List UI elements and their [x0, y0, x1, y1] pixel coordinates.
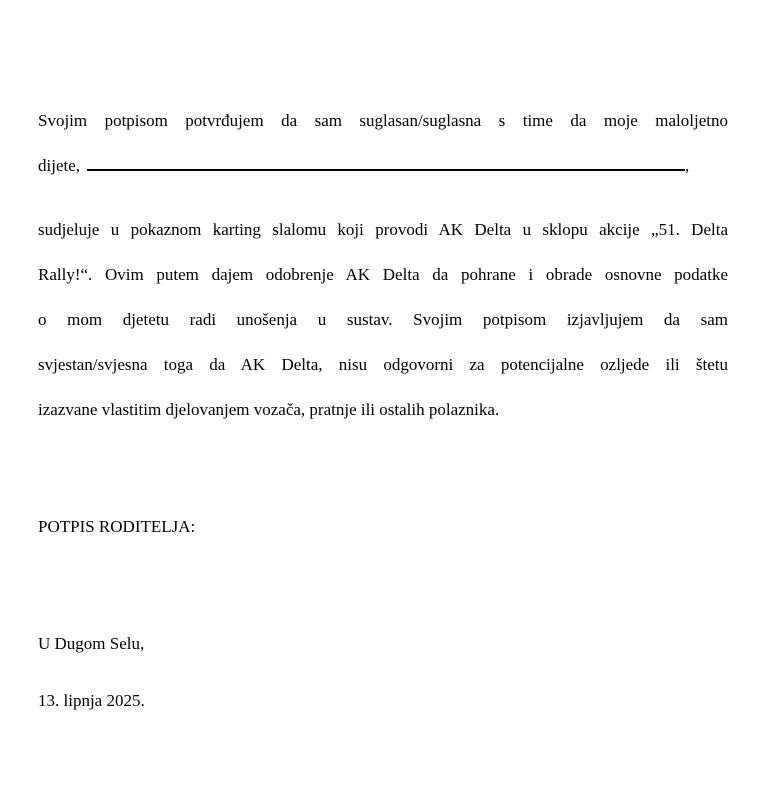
paragraph-line: Svojim potpisom potvrđujem da sam suglasan/suglasna s time da moje maloljetno	[38, 111, 728, 130]
signature-label: POTPIS RODITELJA:	[38, 517, 196, 536]
paragraph-line: svjestan/svjesna toga da AK Delta, nisu odgovorni za potencijalne ozljede ili štetu	[38, 355, 728, 374]
consent-paragraph-1	[38, 98, 728, 188]
paragraph-line: Rally!“. Ovim putem dajem odobrenje AK Delta da pohrane i obrade osnovne podatke	[38, 265, 728, 284]
child-name-line	[38, 143, 728, 188]
trailing-comma: ,	[685, 156, 690, 175]
place-line: U Dugom Selu,	[38, 634, 145, 653]
consent-paragraph-2	[38, 207, 728, 432]
paragraph-line: izazvane vlastitim djelovanjem vozača, pratnje ili ostalih polaznika.	[38, 400, 500, 419]
date-line: 13. lipnja 2025.	[38, 691, 145, 710]
child-name-prefix: dijete,	[38, 156, 81, 175]
child-name-blank-line	[87, 169, 685, 171]
paragraph-line: o mom djetetu radi unošenja u sustav. Svojim potpisom izjavljujem da sam	[38, 310, 728, 329]
paragraph-line: sudjeluje u pokaznom karting slalomu koji provodi AK Delta u sklopu akcije „51. Delta	[38, 220, 728, 239]
